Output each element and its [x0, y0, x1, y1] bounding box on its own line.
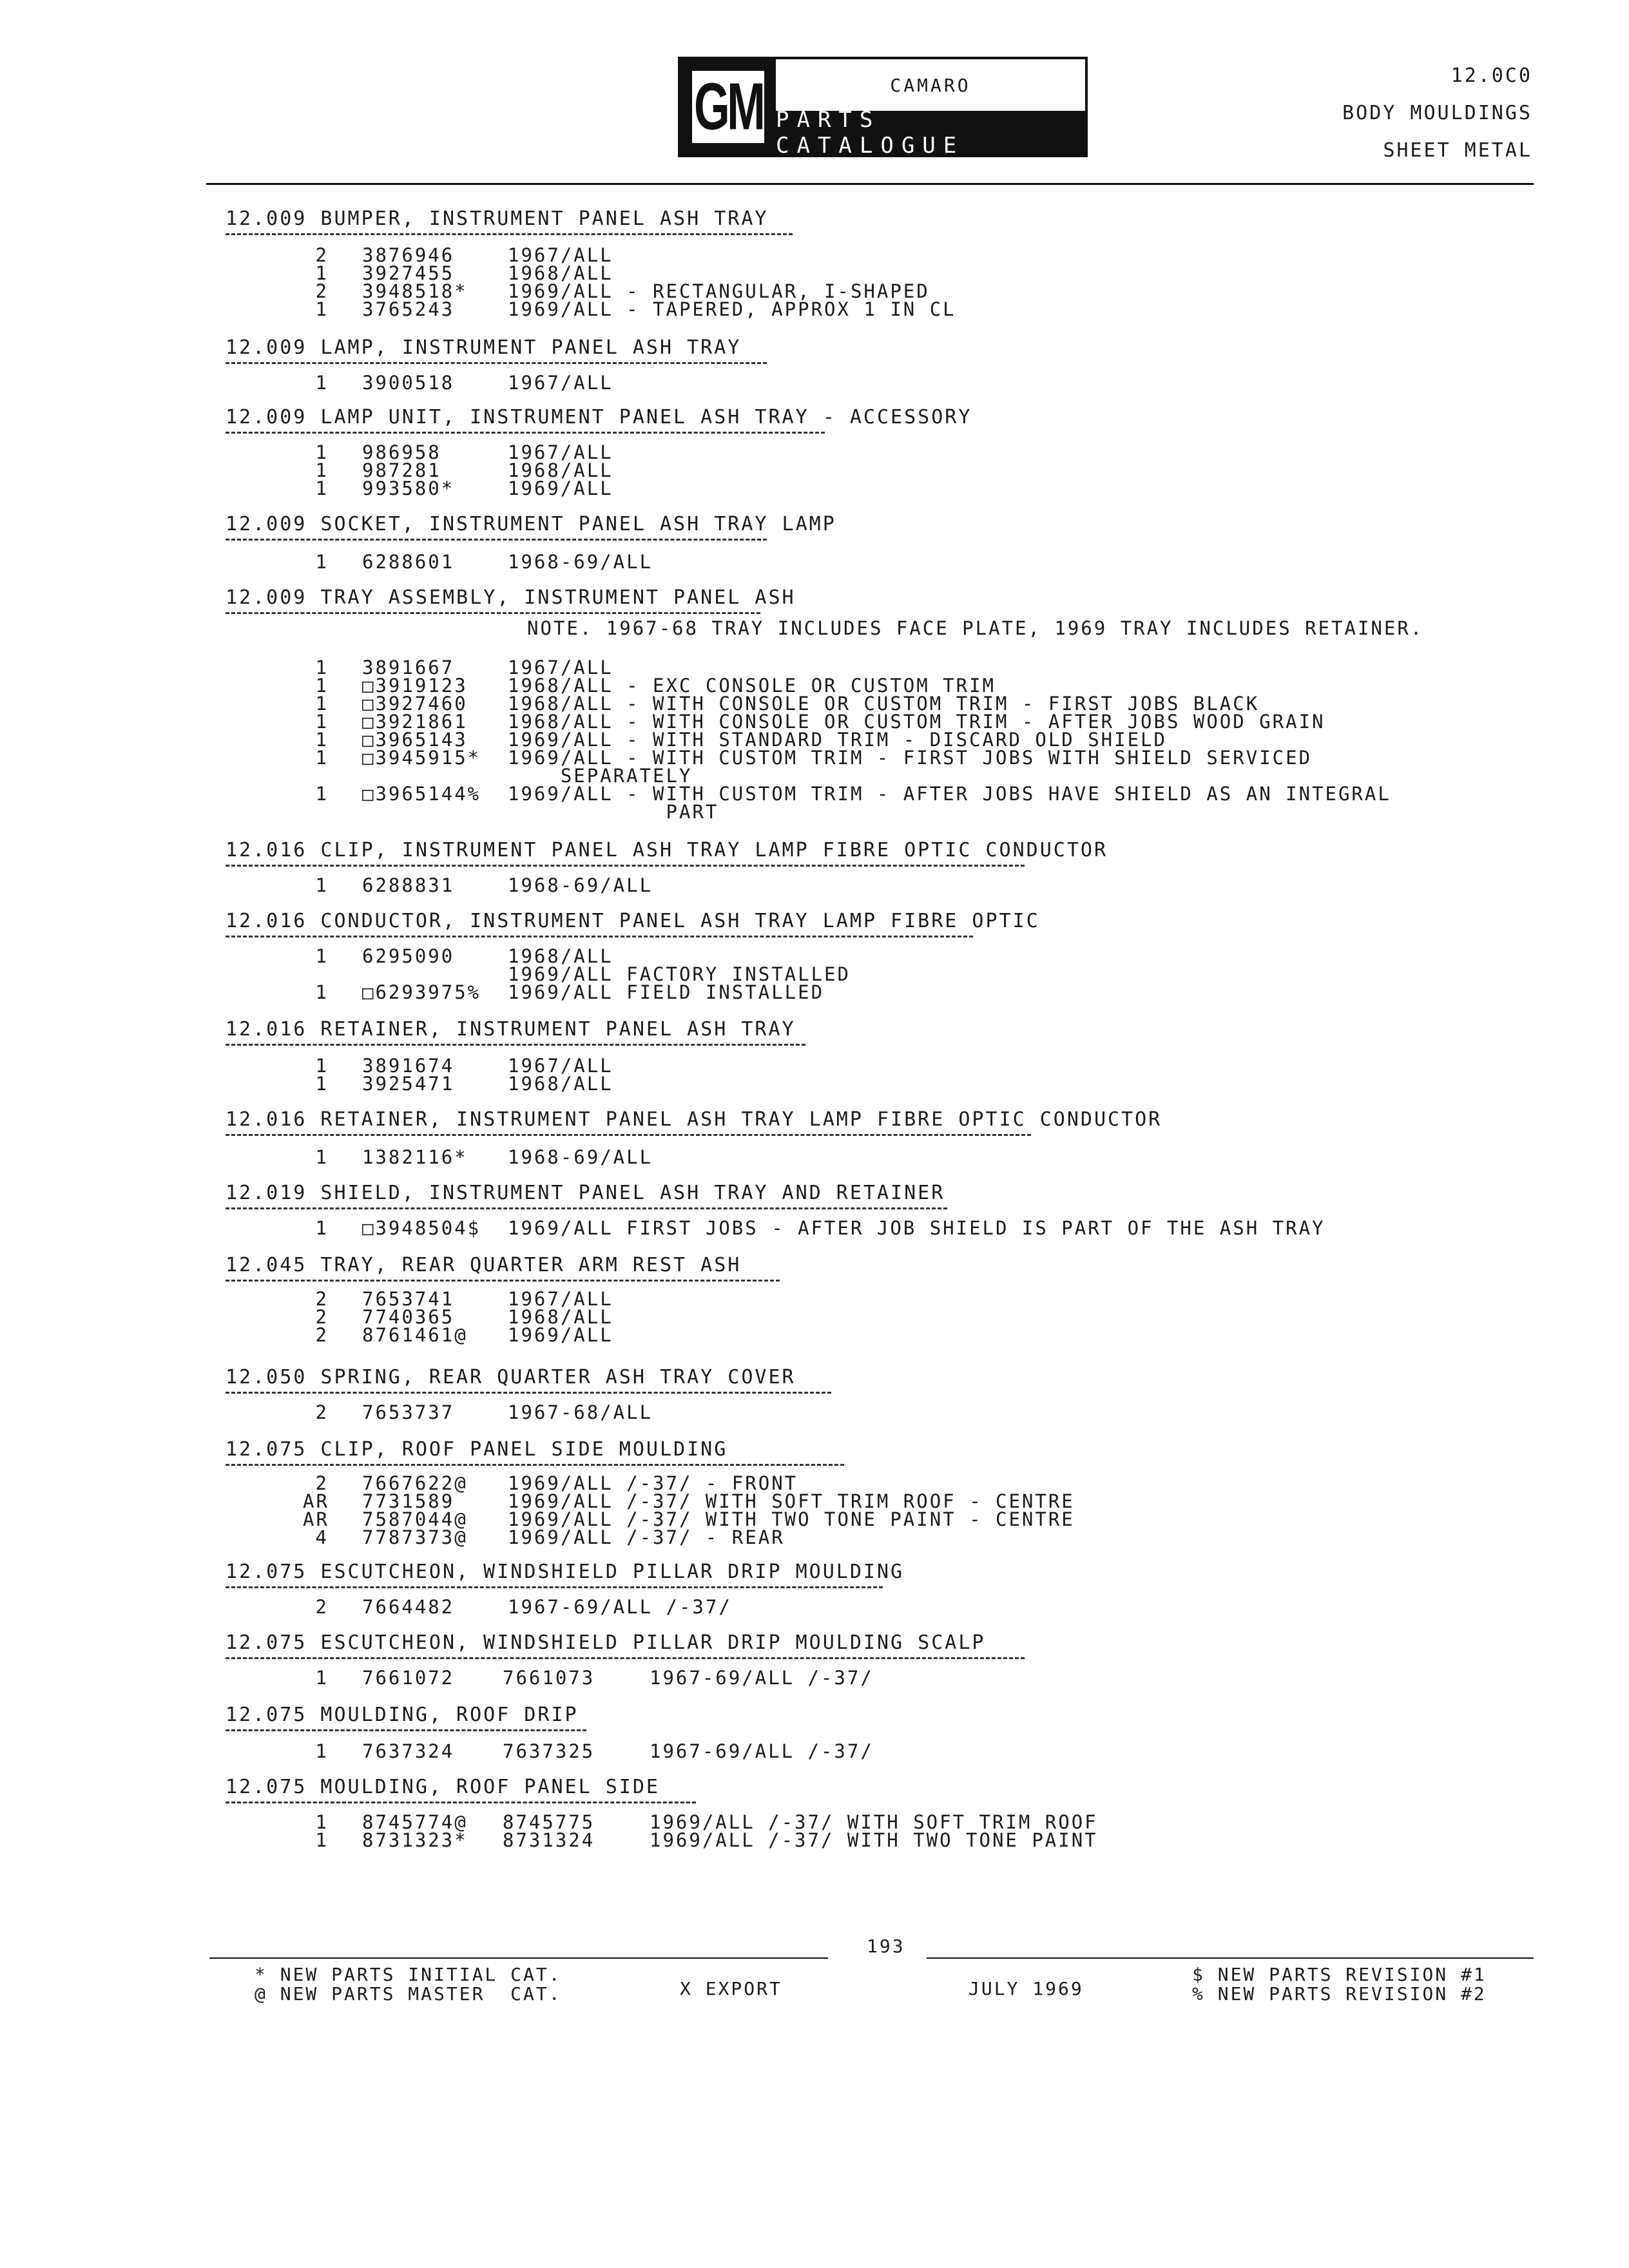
part-number: 7731589	[362, 1490, 455, 1512]
section-underline	[226, 1392, 831, 1394]
section-title: BODY MOULDINGS	[1342, 102, 1532, 124]
quantity: 1	[315, 1217, 329, 1239]
part-number: 7637324	[362, 1740, 455, 1762]
quantity: 1	[315, 1073, 329, 1095]
description: 1967/ALL	[508, 244, 613, 266]
gm-logo	[680, 59, 776, 155]
model-name: CAMARO	[890, 74, 971, 96]
section-heading: 12.050 SPRING, REAR QUARTER ASH TRAY COVER	[226, 1366, 796, 1389]
description: 1969/ALL	[508, 1324, 613, 1346]
quantity: 1	[315, 657, 329, 678]
gm-logo-text: GM	[693, 70, 763, 144]
part-number: 7587044@	[362, 1508, 468, 1530]
description: 1969/ALL FIRST JOBS - AFTER JOB SHIELD IS PART OF THE ASH TRAY	[508, 1217, 1325, 1239]
quantity: 2	[315, 1596, 329, 1618]
legend-revision-1: $ NEW PARTS REVISION #1	[1192, 1964, 1487, 1985]
section-heading: 12.075 MOULDING, ROOF DRIP	[226, 1704, 579, 1726]
section-underline	[226, 1802, 696, 1803]
alt-part-number: 7637325	[503, 1740, 595, 1762]
part-number: 6288601	[362, 551, 455, 573]
part-number: 986958	[362, 441, 441, 463]
part-number: 3876946	[362, 244, 455, 266]
description: 1968/ALL	[508, 262, 613, 284]
part-number: 7664482	[362, 1596, 455, 1618]
section-underline	[226, 1464, 844, 1466]
quantity: 1	[315, 298, 329, 320]
part-number: □3965143	[362, 729, 468, 751]
quantity: 2	[315, 1401, 329, 1423]
quantity: 1	[315, 441, 329, 463]
section-underline	[226, 865, 1025, 867]
section-heading: 12.009 SOCKET, INSTRUMENT PANEL ASH TRAY LAMP	[226, 513, 836, 535]
section-underline	[226, 1207, 947, 1209]
section-underline	[226, 539, 767, 541]
part-number: □6293975%	[362, 981, 481, 1003]
description: 1968/ALL	[508, 1073, 613, 1095]
section-heading: 12.009 TRAY ASSEMBLY, INSTRUMENT PANEL ASH	[226, 586, 796, 609]
quantity: 1	[315, 477, 329, 499]
section-underline	[226, 233, 793, 235]
section-heading: 12.009 BUMPER, INSTRUMENT PANEL ASH TRAY	[226, 207, 769, 230]
quantity: AR	[303, 1508, 329, 1530]
part-number: □3921861	[362, 711, 468, 733]
section-number: 12.0C0	[1451, 64, 1532, 87]
description: 1968-69/ALL	[508, 1146, 653, 1168]
quantity: 1	[315, 262, 329, 284]
section-heading: 12.009 LAMP, INSTRUMENT PANEL ASH TRAY	[226, 336, 742, 359]
export-legend: X EXPORT	[680, 1978, 782, 1999]
part-number: 3765243	[362, 298, 455, 320]
section-underline	[226, 1280, 780, 1282]
quantity: 1	[315, 693, 329, 715]
section-underline	[226, 1586, 883, 1588]
quantity: 1	[315, 783, 329, 805]
quantity: 1	[315, 1667, 329, 1689]
part-number: □3965144%	[362, 783, 481, 805]
part-number: 1382116*	[362, 1146, 468, 1168]
description: 1968/ALL	[508, 1306, 613, 1328]
section-heading: 12.075 ESCUTCHEON, WINDSHIELD PILLAR DRIP MOULDING SCALP	[226, 1631, 986, 1654]
description: 1969/ALL FIELD INSTALLED	[508, 981, 825, 1003]
description: 1969/ALL - RECTANGULAR, I-SHAPED	[508, 280, 930, 302]
section-underline	[226, 612, 760, 614]
quantity: 1	[315, 372, 329, 394]
part-number: 7653741	[362, 1288, 455, 1310]
description: SEPARATELY	[508, 765, 693, 787]
quantity: 1	[315, 945, 329, 967]
quantity: 1	[315, 675, 329, 697]
section-underline	[226, 1044, 805, 1046]
description: 1969/ALL - WITH CUSTOM TRIM - FIRST JOBS WITH SHIELD SERVICED	[508, 747, 1313, 769]
alt-part-number: 8745775	[503, 1811, 595, 1833]
quantity: 1	[315, 1055, 329, 1077]
description: 1967/ALL	[508, 372, 613, 394]
description: 1967-69/ALL /-37/	[650, 1667, 874, 1689]
description: 1968/ALL - EXC CONSOLE OR CUSTOM TRIM	[508, 675, 996, 697]
section-underline	[226, 936, 973, 937]
description: 1969/ALL /-37/ WITH TWO TONE PAINT	[650, 1829, 1098, 1851]
alt-part-number: 8731324	[503, 1829, 595, 1851]
description: 1969/ALL - WITH CUSTOM TRIM - AFTER JOBS HAVE SHIELD AS AN INTEGRAL	[508, 783, 1391, 805]
part-number: 993580*	[362, 477, 455, 499]
catalogue-title: PARTS CATALOGUE	[776, 111, 1085, 155]
quantity: 2	[315, 280, 329, 302]
quantity: 1	[315, 459, 329, 481]
part-number: 3927455	[362, 262, 455, 284]
quantity: 1	[315, 551, 329, 573]
description: 1968/ALL	[508, 459, 613, 481]
part-number: □3945915*	[362, 747, 481, 769]
part-number: 6295090	[362, 945, 455, 967]
part-number: □3948504$	[362, 1217, 481, 1239]
description: 1969/ALL /-37/ - FRONT	[508, 1472, 798, 1494]
description: 1968/ALL	[508, 945, 613, 967]
quantity: 1	[315, 747, 329, 769]
part-number: □3919123	[362, 675, 468, 697]
description: 1967/ALL	[508, 1055, 613, 1077]
legend-initial: * NEW PARTS INITIAL CAT.	[255, 1964, 562, 1985]
part-number: 6288831	[362, 874, 455, 896]
description: 1967/ALL	[508, 657, 613, 678]
description: 1968-69/ALL	[508, 874, 653, 896]
description: 1969/ALL /-37/ WITH TWO TONE PAINT - CENTRE	[508, 1508, 1075, 1530]
section-heading: 12.075 MOULDING, ROOF PANEL SIDE	[226, 1776, 660, 1798]
quantity: 2	[315, 1472, 329, 1494]
quantity: 1	[315, 729, 329, 751]
part-number: 7661072	[362, 1667, 455, 1689]
part-number: 7667622@	[362, 1472, 468, 1494]
part-number: 3900518	[362, 372, 455, 394]
description: 1968/ALL - WITH CONSOLE OR CUSTOM TRIM - FIRST JOBS BLACK	[508, 693, 1260, 715]
section-heading: 12.075 ESCUTCHEON, WINDSHIELD PILLAR DRIP MOULDING	[226, 1561, 905, 1583]
description: PART	[508, 801, 719, 823]
part-number: 3925471	[362, 1073, 455, 1095]
quantity: 1	[315, 1146, 329, 1168]
section-heading: 12.016 CONDUCTOR, INSTRUMENT PANEL ASH TRAY LAMP FIBRE OPTIC	[226, 910, 1040, 932]
part-number: 7653737	[362, 1401, 455, 1423]
description: 1969/ALL /-37/ - REAR	[508, 1526, 785, 1548]
section-underline	[226, 1729, 586, 1731]
part-number: 987281	[362, 459, 441, 481]
part-number: 7740365	[362, 1306, 455, 1328]
description: 1968-69/ALL	[508, 551, 653, 573]
part-number: 7787373@	[362, 1526, 468, 1548]
section-underline	[226, 1657, 1025, 1659]
section-subtitle: SHEET METAL	[1383, 139, 1532, 162]
quantity: 1	[315, 711, 329, 733]
quantity: 1	[315, 1740, 329, 1762]
quantity: 2	[315, 1306, 329, 1328]
quantity: AR	[303, 1490, 329, 1512]
section-heading: 12.009 LAMP UNIT, INSTRUMENT PANEL ASH TRAY - ACCESSORY	[226, 406, 972, 428]
description: 1967/ALL	[508, 441, 613, 463]
description: 1968/ALL - WITH CONSOLE OR CUSTOM TRIM - AFTER JOBS WOOD GRAIN	[508, 711, 1325, 733]
description: 1969/ALL FACTORY INSTALLED	[508, 963, 851, 985]
page-number: 193	[867, 1936, 905, 1957]
gm-parts-catalogue-logo	[678, 57, 1088, 157]
part-number: 8761461@	[362, 1324, 468, 1346]
description: 1967/ALL	[508, 1288, 613, 1310]
description: 1969/ALL - WITH STANDARD TRIM - DISCARD OLD SHIELD	[508, 729, 1167, 751]
description: 1967-69/ALL /-37/	[508, 1596, 732, 1618]
section-heading: 12.016 RETAINER, INSTRUMENT PANEL ASH TRAY LAMP FIBRE OPTIC CONDUCTOR	[226, 1108, 1162, 1131]
description: 1969/ALL	[508, 477, 613, 499]
description: 1969/ALL /-37/ WITH SOFT TRIM ROOF	[650, 1811, 1098, 1833]
legend-revision-2: % NEW PARTS REVISION #2	[1192, 1983, 1487, 2004]
quantity: 2	[315, 244, 329, 266]
section-heading: 12.019 SHIELD, INSTRUMENT PANEL ASH TRAY AND RETAINER	[226, 1182, 945, 1204]
quantity: 1	[315, 1829, 329, 1851]
footer-rule-right	[927, 1957, 1534, 1959]
section-note: NOTE. 1967-68 TRAY INCLUDES FACE PLATE, 1969 TRAY INCLUDES RETAINER.	[527, 617, 1424, 639]
section-heading: 12.016 RETAINER, INSTRUMENT PANEL ASH TRAY	[226, 1018, 796, 1041]
quantity: 4	[315, 1526, 329, 1548]
section-underline	[226, 1134, 1031, 1136]
section-heading: 12.016 CLIP, INSTRUMENT PANEL ASH TRAY LAMP FIBRE OPTIC CONDUCTOR	[226, 839, 1108, 861]
quantity: 2	[315, 1288, 329, 1310]
alt-part-number: 7661073	[503, 1667, 595, 1689]
part-number: 3891667	[362, 657, 455, 678]
footer-rule-left	[209, 1957, 828, 1959]
quantity: 1	[315, 1811, 329, 1833]
description: 1967-69/ALL /-37/	[650, 1740, 874, 1762]
legend-master: @ NEW PARTS MASTER CAT.	[255, 1983, 562, 2004]
description: 1969/ALL - TAPERED, APPROX 1 IN CL	[508, 298, 956, 320]
header-rule	[206, 183, 1534, 185]
quantity: 1	[315, 874, 329, 896]
section-underline	[226, 432, 825, 434]
catalogue-date: JULY 1969	[969, 1978, 1084, 1999]
part-number: 8745774@	[362, 1811, 468, 1833]
section-underline	[226, 362, 767, 364]
description: 1967-68/ALL	[508, 1401, 653, 1423]
part-number: 8731323*	[362, 1829, 468, 1851]
part-number: 3891674	[362, 1055, 455, 1077]
section-heading: 12.045 TRAY, REAR QUARTER ARM REST ASH	[226, 1254, 742, 1276]
part-number: □3927460	[362, 693, 468, 715]
description: 1969/ALL /-37/ WITH SOFT TRIM ROOF - CENTRE	[508, 1490, 1075, 1512]
quantity: 2	[315, 1324, 329, 1346]
quantity: 1	[315, 981, 329, 1003]
part-number: 3948518*	[362, 280, 468, 302]
section-heading: 12.075 CLIP, ROOF PANEL SIDE MOULDING	[226, 1438, 728, 1461]
